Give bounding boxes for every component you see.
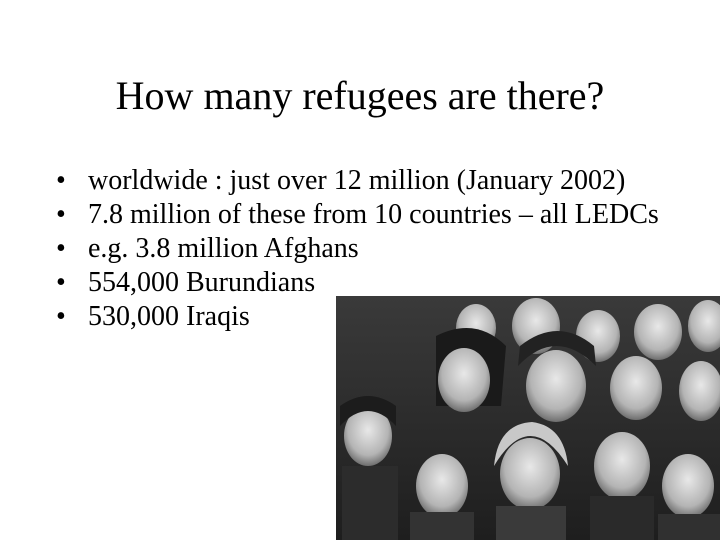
bullet-item — [56, 198, 676, 232]
slide-title: How many refugees are there? — [115, 73, 605, 118]
bullet-text: worldwide : just over 12 million (January 2002) — [88, 165, 626, 196]
bullet-marker: • — [56, 301, 66, 332]
bullet-marker: • — [56, 165, 66, 196]
bullet-text: e.g. 3.8 million Afghans — [88, 233, 359, 264]
bullet-text: 7.8 million of these from 10 countries – all LEDCs — [88, 199, 659, 230]
bullet-item — [56, 300, 676, 334]
bullet-item — [56, 164, 676, 198]
bullet-item — [56, 266, 676, 300]
bullet-marker: • — [56, 199, 66, 230]
bullet-list — [56, 164, 676, 334]
bullet-item — [56, 232, 676, 266]
bullet-text: 530,000 Iraqis — [88, 301, 250, 332]
bullet-marker: • — [56, 267, 66, 298]
bullet-marker: • — [56, 233, 66, 264]
bullet-text: 554,000 Burundians — [88, 267, 316, 298]
